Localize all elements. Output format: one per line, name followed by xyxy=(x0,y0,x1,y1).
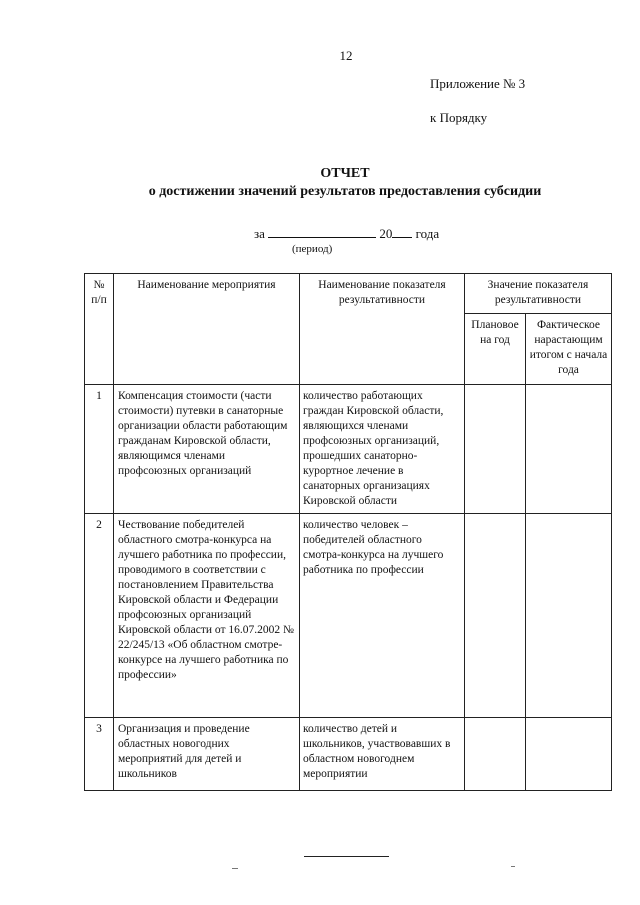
period-line xyxy=(254,226,439,242)
row-indicator: количество детей и школьников, участвовавших в областном новогоднем мероприятии xyxy=(300,718,465,791)
row-event: Организация и проведение областных новогодних мероприятий для детей и школьников xyxy=(114,718,300,791)
header-planned: Плановое на год xyxy=(465,314,526,385)
footer-separator-line xyxy=(304,856,389,857)
period-blank xyxy=(268,226,376,238)
header-event: Наименование мероприятия xyxy=(114,274,300,385)
row-event: Чествование победителей областного смотра-конкурса на лучшего работника по профессии, проводимого в соответствии с постановлением Правительства Кировской области и Федерации профсоюзных организаций Кировской области от 16.07.2002 № 22/245/13 «Об областном смотре-конкурсе на лучшего работника по профессии» xyxy=(114,514,300,718)
row-actual xyxy=(526,514,612,718)
row-num: 2 xyxy=(85,514,114,718)
period-prefix: за xyxy=(254,226,265,241)
page-number: 12 xyxy=(339,48,353,63)
row-num: 1 xyxy=(85,385,114,514)
row-planned xyxy=(465,514,526,718)
row-planned xyxy=(465,385,526,514)
row-planned xyxy=(465,718,526,791)
report-subtitle: о достижении значений результатов предоставления субсидии xyxy=(148,184,542,199)
year-blank xyxy=(392,226,412,238)
row-num: 3 xyxy=(85,718,114,791)
header-actual: Фактическое нарастающим итогом с начала года xyxy=(526,314,612,385)
row-event: Компенсация стоимости (части стоимости) путевки в санаторные организации области работающим гражданам Кировской области, являющимся членами профсоюзных организаций xyxy=(114,385,300,514)
report-title: ОТЧЕТ xyxy=(320,166,370,181)
scan-speck xyxy=(232,868,238,869)
table-row xyxy=(85,718,612,791)
row-actual xyxy=(526,385,612,514)
annex-label: Приложение № 3 xyxy=(430,76,526,91)
row-actual xyxy=(526,718,612,791)
annex-reference: к Порядку xyxy=(430,110,488,125)
row-indicator: количество работающих граждан Кировской области, являющихся членами профсоюзных организаций, прошедших санаторно-курортное лечение в санаторных организациях Кировской области xyxy=(300,385,465,514)
header-value-group: Значение показателя результативности xyxy=(465,274,612,314)
header-num: № п/п xyxy=(85,274,114,385)
header-indicator: Наименование показателя результативности xyxy=(300,274,465,385)
scan-speck xyxy=(511,866,515,867)
period-year-prefix: 20 xyxy=(379,226,393,241)
period-note: (период) xyxy=(292,243,333,255)
table-row xyxy=(85,514,612,718)
report-table xyxy=(84,273,612,791)
row-indicator: количество человек – победителей областного смотра-конкурса на лучшего работника по профессии xyxy=(300,514,465,718)
table-row xyxy=(85,385,612,514)
period-suffix: года xyxy=(415,226,440,241)
